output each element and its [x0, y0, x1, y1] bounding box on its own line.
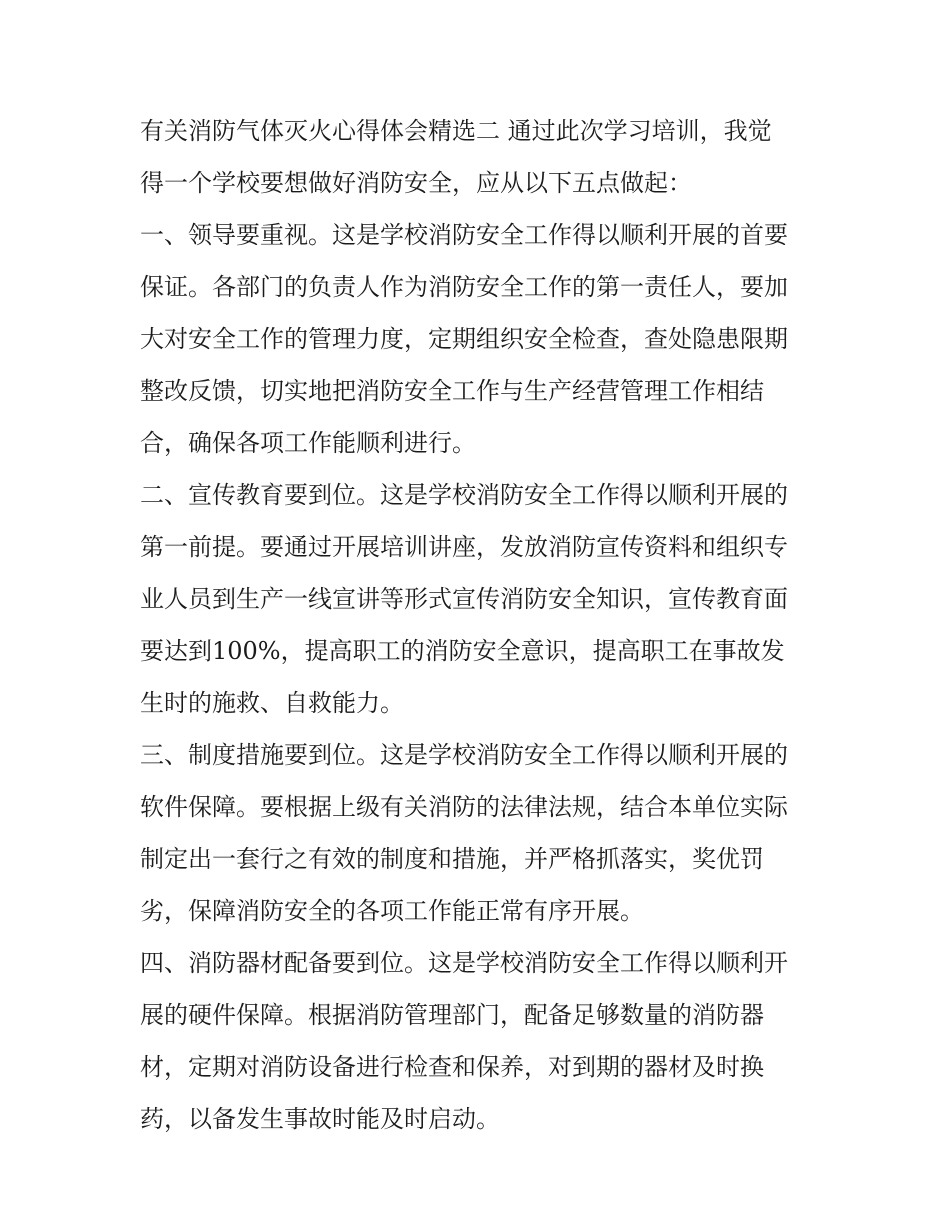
- text-line: 合，确保各项工作能顺利进行。: [140, 429, 476, 457]
- text-line: 生时的施救、自救能力。: [140, 689, 404, 717]
- text-line: 一、领导要重视。这是学校消防安全工作得以顺利开展的首要: [140, 221, 788, 249]
- text-line: 药，以备发生事故时能及时启动。: [140, 1105, 500, 1133]
- text-line: 有关消防气体灭火心得体会精选二 通过此次学习培训，我觉: [140, 117, 772, 145]
- text-line: 四、消防器材配备要到位。这是学校消防安全工作得以顺利开: [140, 949, 788, 977]
- text-line: 材，定期对消防设备进行检查和保养，对到期的器材及时换: [140, 1053, 764, 1081]
- text-line: 保证。各部门的负责人作为消防安全工作的第一责任人，要加: [140, 273, 788, 301]
- text-line: 业人员到生产一线宣讲等形式宣传消防安全知识，宣传教育面: [140, 585, 788, 613]
- text-line: 得一个学校要想做好消防安全，应从以下五点做起：: [140, 169, 692, 197]
- text-line: 软件保障。要根据上级有关消防的法律法规，结合本单位实际: [140, 793, 788, 821]
- text-line: 三、制度措施要到位。这是学校消防安全工作得以顺利开展的: [140, 741, 788, 769]
- text-line: 二、宣传教育要到位。这是学校消防安全工作得以顺利开展的: [140, 481, 788, 509]
- text-line: 劣，保障消防安全的各项工作能正常有序开展。: [140, 897, 644, 925]
- text-line: 要达到100%，提高职工的消防安全意识，提高职工在事故发: [140, 637, 785, 665]
- text-line: 第一前提。要通过开展培训讲座，发放消防宣传资料和组织专: [140, 533, 788, 561]
- text-line: 制定出一套行之有效的制度和措施，并严格抓落实，奖优罚: [140, 845, 764, 873]
- text-line: 大对安全工作的管理力度，定期组织安全检查，查处隐患限期: [140, 325, 788, 353]
- text-line: 整改反馈，切实地把消防安全工作与生产经营管理工作相结: [140, 377, 764, 405]
- text-line: 展的硬件保障。根据消防管理部门，配备足够数量的消防器: [140, 1001, 764, 1029]
